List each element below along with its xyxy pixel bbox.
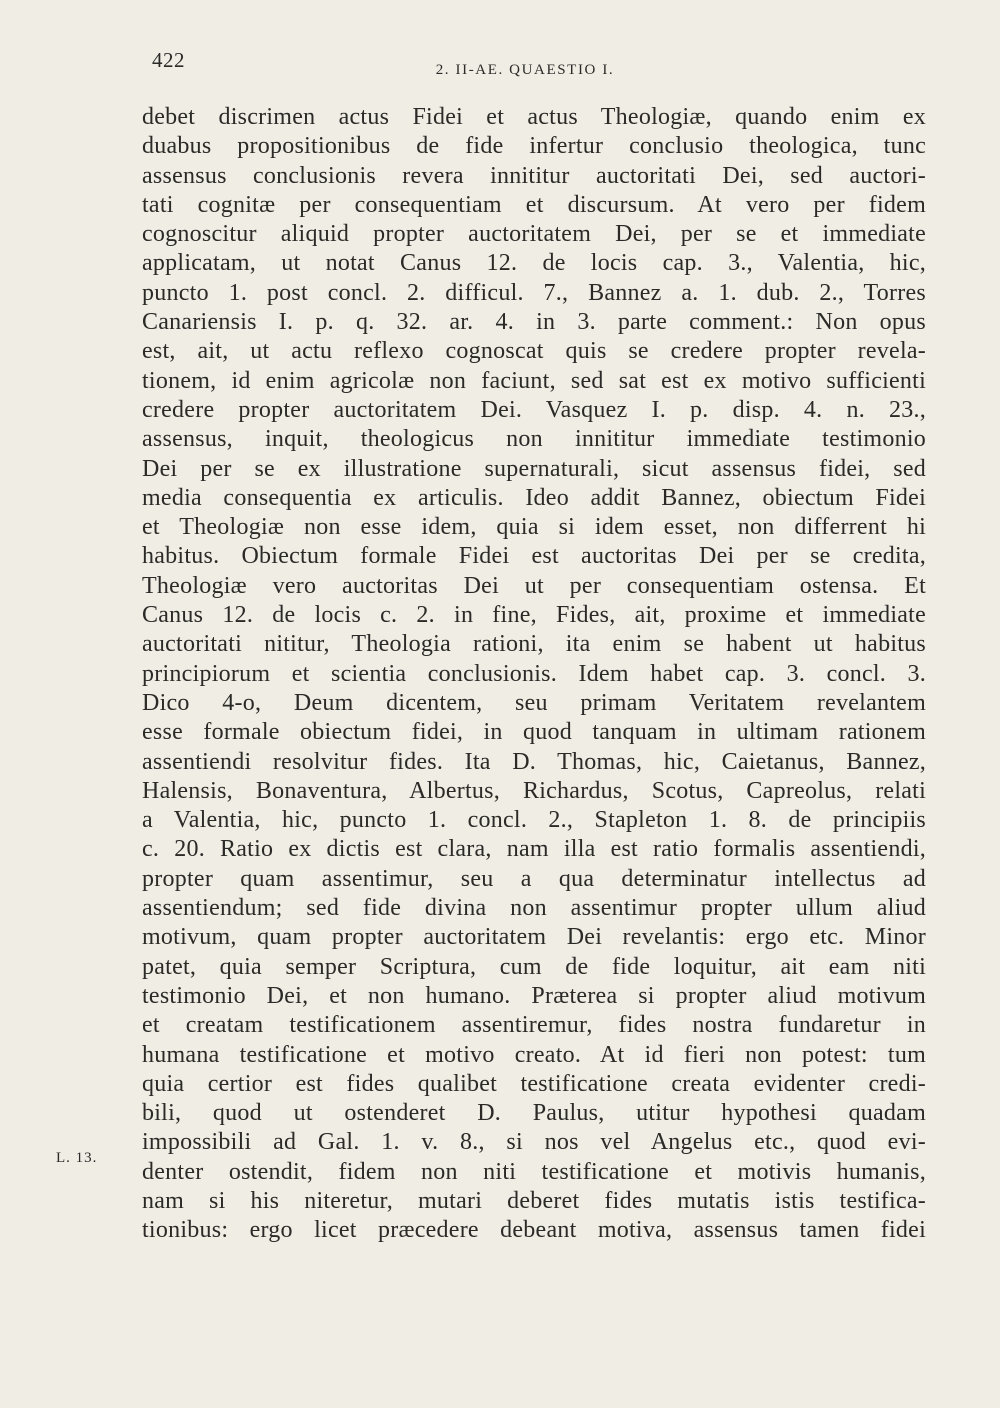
text-line: et Theologiæ non esse idem, quia si idem esset, non differrent hi <box>142 514 926 541</box>
text-line: habitus. Obiectum formale Fidei est auctoritas Dei per se credita, <box>142 543 926 570</box>
text-line: tionem, id enim agricolæ non faciunt, sed sat est ex motivo sufficienti <box>142 367 926 394</box>
text-line: assentiendum; sed fide divina non assentimur propter ullum aliud <box>142 895 926 922</box>
text-line: quia certior est fides qualibet testificatione creata evidenter credi- <box>142 1070 926 1097</box>
text-line: Theologiæ vero auctoritas Dei ut per consequentiam ostensa. Et <box>142 572 926 599</box>
text-line: Canus 12. de locis c. 2. in fine, Fides, ait, proxime et immediate <box>142 602 926 629</box>
text-line: denter ostendit, fidem non niti testificatione et motivis humanis, <box>142 1158 926 1185</box>
text-line: impossibili ad Gal. 1. v. 8., si nos vel Angelus etc., quod evi- <box>142 1129 926 1156</box>
text-line: assentiendi resolvitur fides. Ita D. Thomas, hic, Caietanus, Bannez, <box>142 748 926 775</box>
text-line: humana testificatione et motivo creato. At id fieri non potest: tum <box>142 1041 926 1068</box>
text-line: Dico 4-o, Deum dicentem, seu primam Veritatem revelantem <box>142 689 926 716</box>
text-line: propter quam assentimur, seu a qua determinatur intellectus ad <box>142 865 926 892</box>
text-line: duabus propositionibus de fide infertur conclusio theologica, tunc <box>142 133 926 160</box>
text-line: Halensis, Bonaventura, Albertus, Richardus, Scotus, Capreolus, relati <box>142 777 926 804</box>
running-head: 2. II-AE. QUAESTIO I. <box>435 62 615 78</box>
text-line: bili, quod ut ostenderet D. Paulus, utitur hypothesi quadam <box>142 1100 926 1127</box>
text-line: assensus conclusionis revera innititur auctoritati Dei, sed auctori- <box>142 162 926 189</box>
body-text <box>142 103 926 1246</box>
page-number: 422 <box>152 48 185 72</box>
text-line: esse formale obiectum fidei, in quod tanquam in ultimam rationem <box>142 719 926 746</box>
text-line: assensus, inquit, theologicus non innititur immediate testimonio <box>142 426 926 453</box>
text-line: principiorum et scientia conclusionis. Idem habet cap. 3. concl. 3. <box>142 660 926 687</box>
text-line: Canariensis I. p. q. 32. ar. 4. in 3. parte comment.: Non opus <box>142 309 926 336</box>
text-line: cognoscitur aliquid propter auctoritatem Dei, per se et immediate <box>142 221 926 248</box>
text-line: credere propter auctoritatem Dei. Vasquez I. p. disp. 4. n. 23., <box>142 396 926 423</box>
text-line: Dei per se ex illustratione supernaturali, sicut assensus fidei, sed <box>142 455 926 482</box>
text-line: tati cognitæ per consequentiam et discursum. At vero per fidem <box>142 191 926 218</box>
text-line: auctoritati nititur, Theologia rationi, ita enim se habent ut habitus <box>142 631 926 658</box>
text-line: puncto 1. post concl. 2. difficul. 7., Bannez a. 1. dub. 2., Torres <box>142 279 926 306</box>
text-line: et creatam testificationem assentiremur, fides nostra fundaretur in <box>142 1012 926 1039</box>
text-line: tionibus: ergo licet præcedere debeant motiva, assensus tamen fidei <box>142 1217 926 1244</box>
text-line: debet discrimen actus Fidei et actus Theologiæ, quando enim ex <box>142 104 926 130</box>
margin-reference: L. 13. <box>56 1150 98 1166</box>
text-line: est, ait, ut actu reflexo cognoscat quis se credere propter revela- <box>142 338 926 365</box>
text-line: media consequentia ex articulis. Ideo addit Bannez, obiectum Fidei <box>142 484 926 511</box>
text-line: testimonio Dei, et non humano. Præterea si propter aliud motivum <box>142 982 926 1009</box>
text-line: nam si his niteretur, mutari deberet fides mutatis istis testifica- <box>142 1187 926 1214</box>
text-line: motivum, quam propter auctoritatem Dei revelantis: ergo etc. Minor <box>142 924 926 951</box>
text-line: c. 20. Ratio ex dictis est clara, nam illa est ratio formalis assentiendi, <box>142 836 926 863</box>
text-line: a Valentia, hic, puncto 1. concl. 2., Stapleton 1. 8. de principiis <box>142 807 926 834</box>
text-line: patet, quia semper Scriptura, cum de fide loquitur, ait eam niti <box>142 953 926 980</box>
text-line: applicatam, ut notat Canus 12. de locis cap. 3., Valentia, hic, <box>142 250 926 277</box>
